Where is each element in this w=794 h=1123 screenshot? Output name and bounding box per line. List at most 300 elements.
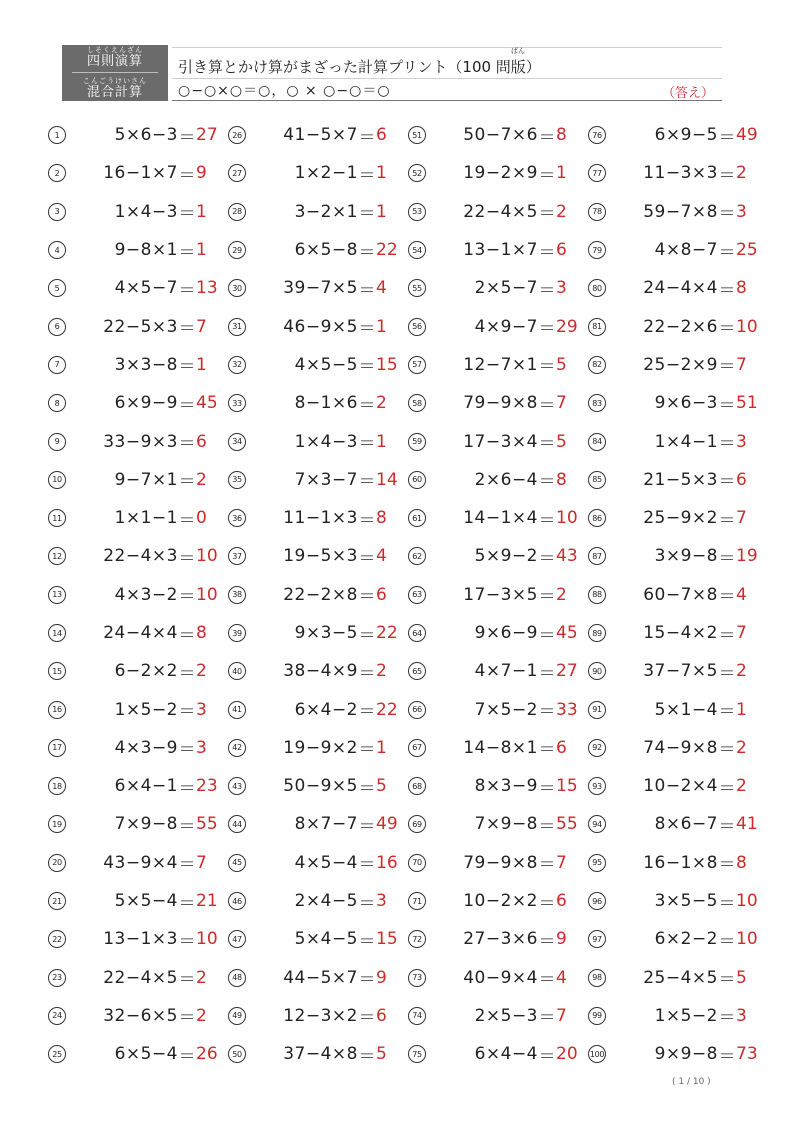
problem-answer: 19: [736, 546, 758, 567]
problem-expression: 46−9×5: [283, 316, 358, 337]
problem-expression: 4×3−2: [114, 584, 178, 605]
problem-item: [228, 384, 408, 422]
equals-sign: ＝: [358, 893, 376, 914]
problem-item: [408, 116, 588, 154]
problem-expression: 1×5−2: [114, 699, 178, 720]
problem-expression: 4×5−4: [294, 852, 358, 873]
equals-sign: ＝: [178, 816, 196, 837]
problem-item: [228, 729, 408, 767]
problem-number: 38: [228, 586, 246, 604]
problem-item: [408, 614, 588, 652]
problem-number: 94: [588, 815, 606, 833]
problem-number: 74: [408, 1007, 426, 1025]
problem-answer: 2: [196, 1005, 207, 1026]
problem-number: 43: [228, 777, 246, 795]
problem-answer: 5: [556, 354, 567, 375]
problem-item: [48, 269, 228, 307]
problem-answer: 49: [736, 125, 758, 146]
problem-number: 9: [48, 433, 66, 451]
problem-grid: [48, 116, 768, 1074]
problem-answer: 6: [376, 1005, 387, 1026]
equals-sign: ＝: [178, 472, 196, 493]
problem-answer: 15: [376, 354, 398, 375]
problem-number: 84: [588, 433, 606, 451]
problem-number: 32: [228, 356, 246, 374]
problem-expression: 25−9×2: [643, 508, 718, 529]
equals-sign: ＝: [358, 434, 376, 455]
problem-number: 17: [48, 739, 66, 757]
problem-number: 85: [588, 471, 606, 489]
problem-expression: 12−3×2: [283, 1005, 358, 1026]
problem-item: [228, 537, 408, 575]
equals-sign: ＝: [718, 242, 736, 263]
problem-answer: 7: [736, 354, 747, 375]
equals-sign: ＝: [358, 280, 376, 301]
problem-number: 15: [48, 662, 66, 680]
problem-answer: 0: [196, 508, 207, 529]
equals-sign: ＝: [718, 319, 736, 340]
problem-expression: 14−8×1: [463, 737, 538, 758]
equals-sign: ＝: [538, 702, 556, 723]
equals-sign: ＝: [358, 1046, 376, 1067]
problem-item: [588, 652, 768, 690]
problem-number: 75: [408, 1045, 426, 1063]
problem-expression: 13−1×3: [103, 929, 178, 950]
problem-number: 1: [48, 126, 66, 144]
equals-sign: ＝: [538, 242, 556, 263]
problem-expression: 6×4−4: [474, 1044, 538, 1065]
equals-sign: ＝: [718, 931, 736, 952]
problem-number: 56: [408, 318, 426, 336]
problem-expression: 6×9−9: [114, 393, 178, 414]
problem-expression: 14−1×4: [463, 508, 538, 529]
equals-sign: ＝: [358, 165, 376, 186]
problem-expression: 79−9×8: [463, 393, 538, 414]
problem-expression: 6×5−4: [114, 1044, 178, 1065]
problem-number: 36: [228, 509, 246, 527]
problem-item: [48, 767, 228, 805]
problem-expression: 7×5−2: [474, 699, 538, 720]
problem-answer: 8: [556, 125, 567, 146]
problem-expression: 21−5×3: [643, 469, 718, 490]
problem-answer: 14: [376, 469, 398, 490]
page-subtitle: ○−○×○＝○，○ × ○−○＝○: [178, 83, 391, 99]
problem-expression: 22−2×8: [283, 584, 358, 605]
problem-item: [228, 422, 408, 460]
problem-number: 93: [588, 777, 606, 795]
problem-expression: 24−4×4: [103, 623, 178, 643]
problem-item: [48, 384, 228, 422]
equals-sign: ＝: [358, 510, 376, 531]
problem-item: [228, 346, 408, 384]
problem-number: 68: [408, 777, 426, 795]
header-title-area: [178, 46, 724, 102]
problem-expression: 12−7×1: [463, 354, 538, 375]
problem-expression: 3×5−5: [654, 891, 718, 912]
problem-item: [588, 997, 768, 1035]
equals-sign: ＝: [718, 127, 736, 148]
problem-answer: 10: [196, 584, 218, 605]
equals-sign: ＝: [358, 472, 376, 493]
equals-sign: ＝: [178, 587, 196, 608]
problem-expression: 4×8−7: [654, 240, 718, 261]
problem-expression: 3×9−8: [654, 546, 718, 567]
problem-answer: 2: [556, 584, 567, 605]
problem-expression: 19−9×2: [283, 737, 358, 758]
equals-sign: ＝: [718, 816, 736, 837]
equals-sign: ＝: [358, 242, 376, 263]
problem-expression: 9−7×1: [114, 469, 178, 490]
problem-expression: 3×3−8: [114, 354, 178, 375]
problem-number: 72: [408, 930, 426, 948]
problem-number: 7: [48, 356, 66, 374]
equals-sign: ＝: [358, 319, 376, 340]
equals-sign: ＝: [538, 778, 556, 799]
problem-number: 5: [48, 279, 66, 297]
problem-item: [588, 231, 768, 269]
equals-sign: ＝: [718, 663, 736, 684]
equals-sign: ＝: [358, 816, 376, 837]
problem-answer: 2: [736, 163, 747, 184]
problem-answer: 45: [196, 393, 218, 414]
problem-item: [588, 1035, 768, 1073]
problem-number: 27: [228, 164, 246, 182]
problem-number: 77: [588, 164, 606, 182]
problem-expression: 40−9×4: [463, 967, 538, 988]
problem-number: 11: [48, 509, 66, 527]
problem-number: 100: [588, 1045, 606, 1063]
problem-number: 82: [588, 356, 606, 374]
equals-sign: ＝: [718, 893, 736, 914]
problem-number: 21: [48, 892, 66, 910]
problem-expression: 17−3×4: [463, 431, 538, 452]
equals-sign: ＝: [178, 970, 196, 991]
equals-sign: ＝: [358, 970, 376, 991]
problem-number: 14: [48, 624, 66, 642]
problem-number: 48: [228, 969, 246, 987]
equals-sign: ＝: [178, 931, 196, 952]
problem-number: 51: [408, 126, 426, 144]
problem-item: [228, 307, 408, 345]
equals-sign: ＝: [358, 778, 376, 799]
title-ruby: ばん: [511, 47, 525, 55]
problem-item: [408, 154, 588, 192]
problem-expression: 8×7−7: [294, 814, 358, 835]
problem-answer: 1: [556, 163, 567, 184]
problem-item: [228, 576, 408, 614]
equals-sign: ＝: [538, 970, 556, 991]
problem-number: 73: [408, 969, 426, 987]
problem-answer: 6: [376, 125, 387, 146]
problem-item: [228, 116, 408, 154]
problem-expression: 2×6−4: [474, 469, 538, 490]
problem-answer: 10: [736, 891, 758, 912]
problem-number: 70: [408, 854, 426, 872]
problem-expression: 5×1−4: [654, 699, 718, 720]
problem-answer: 21: [196, 891, 218, 912]
problem-item: [228, 805, 408, 843]
problem-item: [408, 307, 588, 345]
problem-answer: 2: [196, 469, 207, 490]
problem-number: 49: [228, 1007, 246, 1025]
problem-expression: 79−9×8: [463, 852, 538, 873]
problem-number: 83: [588, 394, 606, 412]
problem-answer: 1: [376, 737, 387, 758]
problem-item: [228, 1035, 408, 1073]
problem-number: 96: [588, 892, 606, 910]
problem-expression: 22−4×5: [463, 201, 538, 222]
problem-answer: 7: [196, 852, 207, 873]
problem-item: [408, 805, 588, 843]
equals-sign: ＝: [538, 319, 556, 340]
problem-item: [48, 537, 228, 575]
equals-sign: ＝: [358, 357, 376, 378]
problem-expression: 19−5×3: [283, 546, 358, 567]
equals-sign: ＝: [538, 395, 556, 416]
problem-item: [408, 231, 588, 269]
problem-item: [588, 844, 768, 882]
equals-sign: ＝: [538, 548, 556, 569]
problem-number: 90: [588, 662, 606, 680]
problem-number: 99: [588, 1007, 606, 1025]
problem-number: 78: [588, 203, 606, 221]
equals-sign: ＝: [538, 816, 556, 837]
problem-answer: 6: [556, 737, 567, 758]
problem-answer: 7: [556, 852, 567, 873]
equals-sign: ＝: [538, 127, 556, 148]
problem-item: [228, 499, 408, 537]
problem-answer: 22: [376, 699, 398, 720]
problem-expression: 1×4−1: [654, 431, 718, 452]
equals-sign: ＝: [538, 625, 556, 646]
problem-number: 65: [408, 662, 426, 680]
problem-answer: 5: [376, 1044, 387, 1065]
equals-sign: ＝: [538, 280, 556, 301]
problem-item: [48, 576, 228, 614]
problem-answer: 8: [736, 278, 747, 299]
problem-expression: 37−4×8: [283, 1044, 358, 1065]
equals-sign: ＝: [538, 1046, 556, 1067]
problem-item: [408, 422, 588, 460]
problem-expression: 10−2×2: [463, 891, 538, 912]
problem-expression: 8×6−7: [654, 814, 718, 835]
problem-answer: 27: [196, 125, 218, 146]
problem-answer: 7: [556, 393, 567, 414]
problem-expression: 16−1×7: [103, 163, 178, 184]
problem-expression: 4×9−7: [474, 316, 538, 337]
equals-sign: ＝: [358, 931, 376, 952]
problem-number: 2: [48, 164, 66, 182]
problem-item: [48, 307, 228, 345]
problem-answer: 4: [376, 546, 387, 567]
problem-answer: 6: [376, 584, 387, 605]
problem-answer: 6: [196, 431, 207, 452]
problem-item: [228, 959, 408, 997]
page-indicator: ( 1 / 10 ): [672, 1077, 711, 1087]
problem-item: [408, 844, 588, 882]
problem-number: 6: [48, 318, 66, 336]
problem-answer: 1: [376, 316, 387, 337]
problem-number: 42: [228, 739, 246, 757]
problem-item: [48, 193, 228, 231]
equals-sign: ＝: [718, 357, 736, 378]
problem-item: [48, 997, 228, 1035]
problem-answer: 43: [556, 546, 578, 567]
problem-answer: 26: [196, 1044, 218, 1065]
equals-sign: ＝: [358, 702, 376, 723]
problem-number: 8: [48, 394, 66, 412]
problem-answer: 2: [196, 967, 207, 988]
problem-expression: 43−9×4: [103, 852, 178, 873]
problem-answer: 3: [736, 431, 747, 452]
equals-sign: ＝: [538, 204, 556, 225]
problem-item: [408, 384, 588, 422]
problem-item: [48, 652, 228, 690]
problem-item: [48, 690, 228, 728]
problem-item: [48, 729, 228, 767]
problem-item: [48, 614, 228, 652]
equals-sign: ＝: [178, 357, 196, 378]
problem-item: [588, 920, 768, 958]
problem-answer: 8: [196, 623, 207, 643]
problem-expression: 2×4−5: [294, 891, 358, 912]
problem-number: 34: [228, 433, 246, 451]
problem-item: [48, 346, 228, 384]
equals-sign: ＝: [718, 1046, 736, 1067]
problem-answer: 45: [556, 623, 578, 643]
problem-answer: 1: [376, 163, 387, 184]
problem-item: [588, 805, 768, 843]
equals-sign: ＝: [718, 204, 736, 225]
equals-sign: ＝: [718, 548, 736, 569]
equals-sign: ＝: [718, 280, 736, 301]
problem-answer: 5: [376, 776, 387, 797]
problem-expression: 5×5−4: [114, 891, 178, 912]
problem-number: 58: [408, 394, 426, 412]
problem-expression: 9×6−9: [474, 623, 538, 643]
equals-sign: ＝: [178, 1046, 196, 1067]
problem-expression: 32−6×5: [103, 1005, 178, 1026]
equals-sign: ＝: [178, 510, 196, 531]
problem-expression: 25−4×5: [643, 967, 718, 988]
problem-item: [588, 537, 768, 575]
problem-answer: 22: [376, 623, 398, 643]
problem-number: 63: [408, 586, 426, 604]
problem-answer: 16: [376, 852, 398, 873]
problem-expression: 8×3−9: [474, 776, 538, 797]
problem-answer: 2: [556, 201, 567, 222]
problem-number: 10: [48, 471, 66, 489]
problem-number: 59: [408, 433, 426, 451]
problem-number: 26: [228, 126, 246, 144]
problem-item: [588, 959, 768, 997]
problem-expression: 16−1×8: [643, 852, 718, 873]
equals-sign: ＝: [538, 357, 556, 378]
problem-expression: 22−5×3: [103, 316, 178, 337]
equals-sign: ＝: [718, 740, 736, 761]
problem-answer: 51: [736, 393, 758, 414]
problem-answer: 8: [556, 469, 567, 490]
problem-item: [588, 614, 768, 652]
problem-answer: 5: [556, 431, 567, 452]
problem-answer: 1: [736, 699, 747, 720]
equals-sign: ＝: [358, 1008, 376, 1029]
equals-sign: ＝: [178, 280, 196, 301]
badge-divider: [72, 72, 158, 73]
problem-answer: 15: [556, 776, 578, 797]
problem-answer: 15: [376, 929, 398, 950]
problem-answer: 7: [556, 1005, 567, 1026]
problem-expression: 7×9−8: [114, 814, 178, 835]
problem-item: [48, 154, 228, 192]
problem-number: 18: [48, 777, 66, 795]
problem-expression: 1×4−3: [114, 201, 178, 222]
problem-answer: 27: [556, 661, 578, 682]
equals-sign: ＝: [178, 242, 196, 263]
problem-number: 54: [408, 241, 426, 259]
problem-expression: 33−9×3: [103, 431, 178, 452]
problem-expression: 5×6−3: [114, 125, 178, 146]
problem-answer: 10: [736, 316, 758, 337]
answer-label: （答え）: [661, 86, 714, 101]
problem-answer: 2: [376, 393, 387, 414]
problem-number: 22: [48, 930, 66, 948]
problem-number: 4: [48, 241, 66, 259]
problem-answer: 22: [376, 240, 398, 261]
problem-expression: 50−9×5: [283, 776, 358, 797]
problem-number: 81: [588, 318, 606, 336]
problem-expression: 15−4×2: [643, 623, 718, 643]
equals-sign: ＝: [718, 165, 736, 186]
equals-sign: ＝: [538, 855, 556, 876]
problem-item: [228, 614, 408, 652]
problem-item: [588, 690, 768, 728]
problem-answer: 10: [196, 546, 218, 567]
problem-expression: 13−1×7: [463, 240, 538, 261]
equals-sign: ＝: [358, 625, 376, 646]
problem-answer: 41: [736, 814, 758, 835]
problem-expression: 4×3−9: [114, 737, 178, 758]
problem-item: [588, 576, 768, 614]
problem-answer: 2: [736, 776, 747, 797]
equals-sign: ＝: [538, 510, 556, 531]
problem-expression: 2×5−7: [474, 278, 538, 299]
problem-expression: 4×5−5: [294, 354, 358, 375]
problem-answer: 23: [196, 776, 218, 797]
problem-number: 61: [408, 509, 426, 527]
problem-number: 19: [48, 815, 66, 833]
problem-item: [588, 307, 768, 345]
problem-answer: 10: [556, 508, 578, 529]
problem-expression: 7×9−8: [474, 814, 538, 835]
problem-number: 86: [588, 509, 606, 527]
equals-sign: ＝: [538, 663, 556, 684]
equals-sign: ＝: [358, 587, 376, 608]
badge-bottom-ruby: こんごうけいさん: [83, 76, 147, 85]
equals-sign: ＝: [178, 204, 196, 225]
problem-item: [228, 844, 408, 882]
problem-expression: 44−5×7: [283, 967, 358, 988]
problem-answer: 4: [376, 278, 387, 299]
problem-number: 12: [48, 547, 66, 565]
equals-sign: ＝: [538, 472, 556, 493]
problem-answer: 1: [196, 354, 207, 375]
problem-number: 39: [228, 624, 246, 642]
equals-sign: ＝: [358, 204, 376, 225]
equals-sign: ＝: [178, 127, 196, 148]
problem-item: [588, 422, 768, 460]
equals-sign: ＝: [178, 548, 196, 569]
